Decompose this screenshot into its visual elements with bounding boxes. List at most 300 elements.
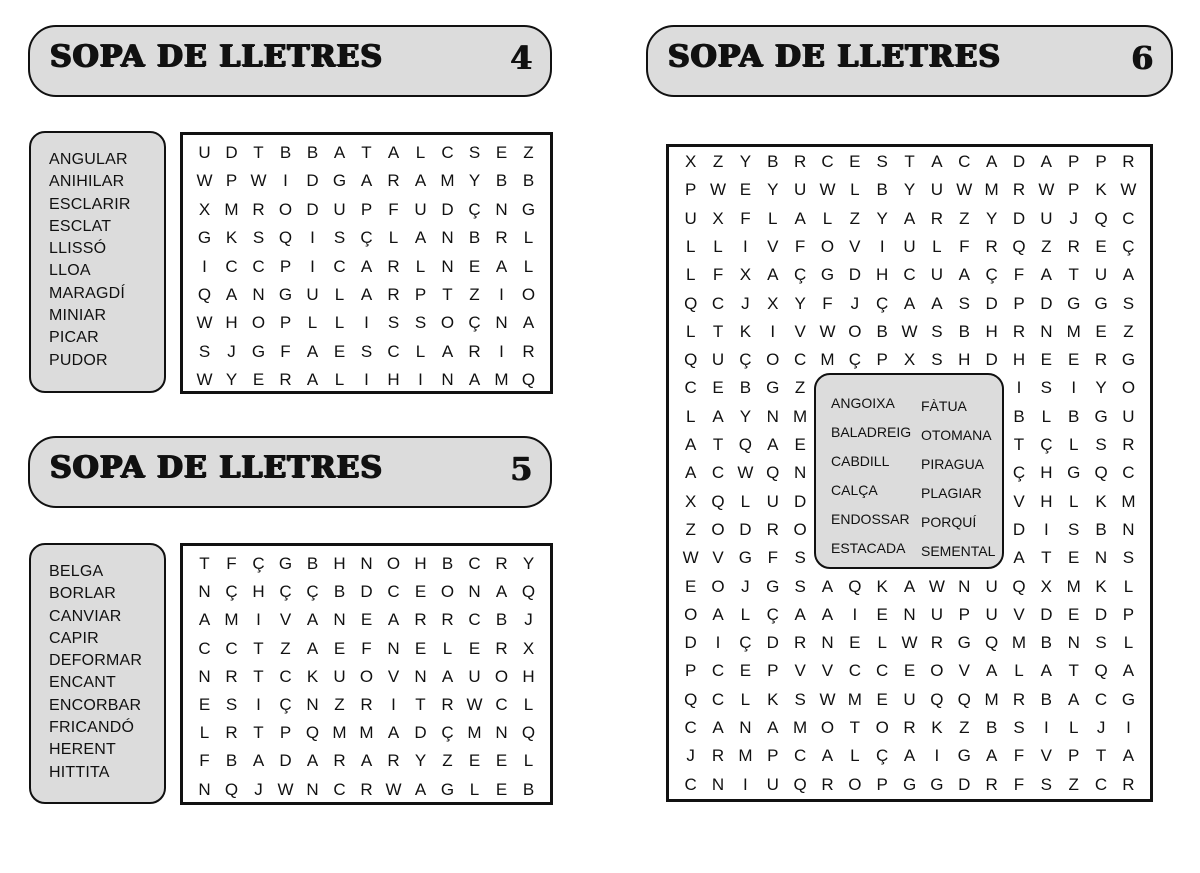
grid-cell[interactable]: X: [685, 491, 697, 511]
grid-cell[interactable]: D: [793, 491, 807, 511]
grid-cell[interactable]: Y: [903, 180, 916, 200]
grid-cell[interactable]: F: [794, 236, 806, 256]
grid-cell[interactable]: Ç: [876, 746, 889, 766]
grid-cell[interactable]: U: [198, 143, 211, 162]
grid-cell[interactable]: Ç: [360, 228, 373, 248]
grid-cell[interactable]: R: [1122, 435, 1135, 454]
grid-cell[interactable]: G: [440, 779, 455, 799]
grid-cell[interactable]: G: [820, 265, 835, 285]
grid-cell[interactable]: P: [1095, 152, 1107, 171]
grid-cell[interactable]: L: [850, 746, 860, 766]
grid-cell[interactable]: C: [684, 718, 697, 737]
grid-cell[interactable]: Q: [711, 491, 725, 511]
grid-cell[interactable]: V: [279, 610, 292, 630]
grid-cell[interactable]: L: [740, 604, 751, 624]
grid-cell[interactable]: W: [819, 180, 836, 200]
grid-cell[interactable]: N: [495, 199, 508, 219]
grid-cell[interactable]: R: [1122, 774, 1135, 794]
grid-cell[interactable]: T: [442, 285, 453, 304]
grid-cell[interactable]: Y: [739, 406, 752, 426]
grid-cell[interactable]: S: [468, 143, 481, 162]
grid-cell[interactable]: P: [1068, 152, 1080, 171]
grid-cell[interactable]: B: [958, 321, 970, 341]
grid-cell[interactable]: X: [903, 350, 916, 370]
grid-cell[interactable]: M: [793, 406, 808, 426]
grid-cell[interactable]: E: [903, 661, 916, 681]
grid-cell[interactable]: O: [1121, 378, 1136, 398]
grid-cell[interactable]: S: [360, 341, 373, 361]
grid-cell[interactable]: Q: [848, 576, 862, 596]
grid-cell[interactable]: S: [1013, 718, 1025, 737]
grid-cell[interactable]: L: [1068, 435, 1079, 454]
grid-cell[interactable]: B: [1095, 519, 1107, 539]
grid-cell[interactable]: T: [1013, 435, 1025, 454]
grid-cell[interactable]: K: [876, 576, 888, 596]
grid-cell[interactable]: W: [737, 463, 754, 483]
grid-cell[interactable]: I: [852, 604, 858, 624]
grid-cell[interactable]: B: [522, 171, 535, 191]
grid-cell[interactable]: C: [903, 265, 916, 285]
grid-cell[interactable]: W: [385, 779, 402, 799]
grid-cell[interactable]: H: [958, 350, 971, 370]
grid-cell[interactable]: C: [848, 661, 861, 681]
grid-cell[interactable]: Q: [957, 689, 971, 709]
grid-cell[interactable]: T: [253, 638, 264, 658]
grid-cell[interactable]: L: [768, 208, 778, 228]
grid-cell[interactable]: N: [252, 285, 265, 304]
grid-cell[interactable]: A: [333, 143, 346, 162]
grid-cell[interactable]: U: [930, 265, 944, 285]
grid-cell[interactable]: C: [468, 554, 481, 573]
grid-cell[interactable]: G: [1067, 293, 1081, 313]
grid-cell[interactable]: Ç: [876, 293, 889, 313]
grid-cell[interactable]: B: [306, 143, 319, 162]
grid-cell[interactable]: R: [468, 341, 481, 361]
grid-cell[interactable]: F: [1013, 774, 1025, 794]
grid-cell[interactable]: N: [903, 604, 916, 624]
grid-cell[interactable]: A: [306, 638, 319, 658]
grid-cell[interactable]: Ç: [252, 554, 265, 573]
grid-cell[interactable]: A: [1013, 548, 1025, 568]
grid-cell[interactable]: G: [251, 341, 266, 361]
grid-cell[interactable]: J: [524, 610, 533, 630]
grid-cell[interactable]: U: [793, 180, 807, 200]
grid-cell[interactable]: R: [495, 554, 508, 573]
grid-cell[interactable]: C: [225, 256, 238, 276]
grid-cell[interactable]: S: [198, 341, 211, 361]
grid-cell[interactable]: P: [225, 171, 238, 191]
grid-cell[interactable]: L: [469, 779, 480, 799]
grid-cell[interactable]: P: [414, 285, 427, 304]
grid-cell[interactable]: R: [387, 751, 400, 771]
grid-cell[interactable]: K: [931, 718, 943, 737]
grid-cell[interactable]: A: [495, 256, 508, 276]
grid-cell[interactable]: R: [1012, 689, 1026, 709]
grid-cell[interactable]: A: [821, 604, 834, 624]
grid-cell[interactable]: A: [1040, 661, 1053, 681]
grid-cell[interactable]: P: [685, 180, 697, 200]
grid-cell[interactable]: C: [468, 610, 481, 630]
grid-cell[interactable]: N: [821, 633, 834, 653]
grid-cell[interactable]: A: [360, 171, 373, 191]
grid-cell[interactable]: E: [495, 751, 508, 771]
grid-cell[interactable]: M: [984, 689, 999, 709]
grid-cell[interactable]: U: [333, 199, 346, 219]
grid-cell[interactable]: L: [415, 143, 426, 162]
grid-cell[interactable]: U: [903, 689, 916, 709]
grid-cell[interactable]: S: [931, 350, 943, 370]
grid-cell[interactable]: Q: [305, 723, 320, 743]
grid-cell[interactable]: Q: [766, 463, 780, 483]
grid-cell[interactable]: B: [468, 228, 481, 248]
grid-cell[interactable]: O: [711, 576, 725, 596]
grid-cell[interactable]: A: [414, 228, 427, 248]
grid-cell[interactable]: W: [901, 321, 918, 341]
grid-cell[interactable]: C: [876, 661, 889, 681]
grid-cell[interactable]: L: [850, 180, 860, 200]
grid-cell[interactable]: S: [1040, 378, 1053, 398]
grid-cell[interactable]: P: [685, 661, 697, 681]
grid-cell[interactable]: P: [876, 350, 888, 370]
grid-cell[interactable]: R: [279, 370, 292, 390]
grid-cell[interactable]: N: [387, 638, 400, 658]
grid-cell[interactable]: Ç: [1122, 236, 1135, 256]
grid-cell[interactable]: W: [819, 689, 836, 709]
grid-cell[interactable]: E: [333, 341, 346, 361]
grid-cell[interactable]: A: [306, 751, 319, 771]
grid-cell[interactable]: G: [278, 554, 293, 573]
grid-cell[interactable]: T: [1068, 661, 1079, 681]
grid-cell[interactable]: K: [225, 228, 238, 248]
grid-cell[interactable]: D: [1094, 604, 1108, 624]
grid-cell[interactable]: S: [1095, 435, 1107, 454]
grid-cell[interactable]: Ç: [279, 695, 292, 714]
grid-cell[interactable]: F: [388, 199, 399, 219]
grid-cell[interactable]: R: [711, 746, 725, 766]
grid-cell[interactable]: O: [251, 313, 266, 333]
grid-cell[interactable]: L: [685, 265, 696, 285]
grid-cell[interactable]: I: [364, 370, 369, 390]
grid-cell[interactable]: C: [793, 350, 807, 370]
grid-cell[interactable]: R: [1122, 152, 1135, 171]
grid-cell[interactable]: Q: [793, 774, 807, 794]
grid-cell[interactable]: A: [522, 313, 535, 333]
grid-cell[interactable]: W: [1038, 180, 1055, 200]
grid-cell[interactable]: S: [958, 293, 970, 313]
grid-cell[interactable]: U: [684, 208, 697, 228]
grid-cell[interactable]: N: [441, 228, 454, 248]
grid-cell[interactable]: R: [1094, 350, 1108, 370]
grid-cell[interactable]: U: [468, 666, 481, 686]
grid-cell[interactable]: T: [1068, 265, 1079, 285]
grid-cell[interactable]: O: [875, 718, 889, 737]
grid-cell[interactable]: L: [334, 370, 345, 390]
grid-cell[interactable]: P: [958, 604, 970, 624]
grid-cell[interactable]: M: [332, 723, 347, 743]
grid-cell[interactable]: N: [495, 313, 508, 333]
grid-cell[interactable]: Q: [1012, 576, 1026, 596]
grid-cell[interactable]: I: [743, 236, 748, 256]
grid-cell[interactable]: R: [930, 208, 944, 228]
grid-cell[interactable]: A: [1122, 661, 1135, 681]
grid-cell[interactable]: G: [278, 285, 293, 304]
grid-cell[interactable]: W: [901, 633, 918, 653]
grid-cell[interactable]: T: [1041, 548, 1052, 568]
grid-cell[interactable]: J: [850, 293, 860, 313]
grid-cell[interactable]: S: [1068, 519, 1080, 539]
grid-cell[interactable]: I: [391, 695, 396, 714]
grid-cell[interactable]: Ç: [279, 582, 292, 602]
grid-cell[interactable]: V: [1040, 746, 1053, 766]
grid-cell[interactable]: E: [1068, 350, 1080, 370]
grid-cell[interactable]: E: [685, 576, 697, 596]
grid-cell[interactable]: L: [415, 256, 426, 276]
grid-cell[interactable]: I: [715, 633, 721, 653]
grid-cell[interactable]: M: [1066, 321, 1081, 341]
grid-cell[interactable]: C: [1122, 208, 1135, 228]
grid-cell[interactable]: N: [306, 779, 319, 799]
grid-cell[interactable]: I: [310, 256, 315, 276]
grid-cell[interactable]: W: [250, 171, 267, 191]
grid-cell[interactable]: G: [902, 774, 917, 794]
grid-cell[interactable]: V: [821, 661, 834, 681]
grid-cell[interactable]: M: [847, 689, 862, 709]
grid-cell[interactable]: J: [1069, 208, 1078, 228]
grid-cell[interactable]: H: [1040, 463, 1053, 483]
grid-cell[interactable]: N: [198, 666, 211, 686]
grid-cell[interactable]: R: [225, 723, 238, 743]
grid-cell[interactable]: A: [794, 208, 806, 228]
grid-cell[interactable]: V: [387, 666, 400, 686]
grid-cell[interactable]: O: [820, 236, 835, 256]
grid-cell[interactable]: O: [440, 313, 455, 333]
grid-cell[interactable]: S: [225, 695, 238, 714]
grid-cell[interactable]: T: [904, 152, 915, 171]
grid-cell[interactable]: Y: [1095, 378, 1107, 398]
grid-cell[interactable]: M: [1011, 633, 1027, 653]
grid-cell[interactable]: Ç: [793, 265, 807, 285]
grid-cell[interactable]: C: [711, 661, 725, 681]
grid-cell[interactable]: B: [279, 143, 292, 162]
grid-cell[interactable]: L: [415, 341, 426, 361]
grid-cell[interactable]: W: [956, 180, 973, 200]
grid-cell[interactable]: C: [387, 582, 400, 602]
grid-cell[interactable]: E: [876, 604, 888, 624]
grid-cell[interactable]: R: [225, 666, 238, 686]
grid-cell[interactable]: M: [984, 180, 999, 200]
grid-cell[interactable]: Y: [876, 208, 888, 228]
grid-cell[interactable]: S: [794, 689, 806, 709]
grid-cell[interactable]: N: [711, 774, 725, 794]
grid-cell[interactable]: E: [794, 435, 806, 454]
grid-cell[interactable]: A: [198, 610, 211, 630]
grid-cell[interactable]: N: [360, 554, 373, 573]
grid-cell[interactable]: J: [1096, 718, 1106, 737]
grid-cell[interactable]: O: [793, 519, 807, 539]
grid-cell[interactable]: U: [766, 491, 779, 511]
grid-cell[interactable]: Q: [197, 285, 212, 304]
grid-cell[interactable]: M: [224, 610, 239, 630]
grid-cell[interactable]: B: [495, 171, 508, 191]
grid-cell[interactable]: F: [959, 236, 970, 256]
grid-cell[interactable]: B: [306, 554, 319, 573]
grid-cell[interactable]: L: [442, 638, 453, 658]
grid-cell[interactable]: A: [767, 718, 779, 737]
grid-cell[interactable]: C: [252, 256, 265, 276]
grid-cell[interactable]: N: [495, 723, 508, 743]
grid-cell[interactable]: H: [333, 554, 346, 573]
grid-cell[interactable]: C: [441, 143, 454, 162]
grid-cell[interactable]: R: [821, 774, 834, 794]
grid-cell[interactable]: A: [931, 152, 943, 171]
grid-cell[interactable]: Z: [280, 638, 291, 658]
grid-cell[interactable]: T: [199, 554, 210, 573]
grid-cell[interactable]: P: [1068, 180, 1080, 200]
grid-cell[interactable]: Q: [1094, 661, 1108, 681]
grid-cell[interactable]: W: [819, 321, 836, 341]
grid-cell[interactable]: Z: [959, 208, 970, 228]
grid-cell[interactable]: Ç: [306, 582, 319, 602]
grid-cell[interactable]: A: [468, 370, 481, 390]
grid-cell[interactable]: N: [468, 582, 481, 602]
grid-cell[interactable]: R: [414, 610, 427, 630]
grid-cell[interactable]: A: [1122, 746, 1135, 766]
grid-cell[interactable]: Q: [684, 293, 698, 313]
grid-cell[interactable]: I: [1071, 378, 1077, 398]
grid-cell[interactable]: R: [985, 774, 998, 794]
grid-cell[interactable]: S: [1122, 548, 1135, 568]
grid-cell[interactable]: Q: [684, 350, 698, 370]
grid-cell[interactable]: C: [198, 638, 211, 658]
grid-cell[interactable]: A: [712, 406, 724, 426]
grid-cell[interactable]: I: [418, 370, 423, 390]
grid-cell[interactable]: O: [359, 666, 374, 686]
grid-cell[interactable]: R: [1067, 236, 1080, 256]
grid-cell[interactable]: O: [930, 661, 944, 681]
grid-cell[interactable]: R: [441, 695, 454, 714]
grid-cell[interactable]: G: [1121, 689, 1136, 709]
grid-cell[interactable]: G: [930, 774, 944, 794]
grid-cell[interactable]: L: [685, 321, 696, 341]
grid-cell[interactable]: A: [985, 661, 998, 681]
grid-cell[interactable]: V: [794, 321, 806, 341]
grid-cell[interactable]: C: [711, 463, 725, 483]
grid-cell[interactable]: D: [766, 633, 779, 653]
grid-cell[interactable]: B: [876, 180, 888, 200]
grid-cell[interactable]: U: [711, 350, 725, 370]
grid-cell[interactable]: Y: [767, 180, 779, 200]
grid-cell[interactable]: A: [360, 285, 373, 304]
grid-cell[interactable]: P: [767, 661, 779, 681]
grid-cell[interactable]: I: [1126, 718, 1131, 737]
grid-cell[interactable]: E: [1068, 548, 1080, 568]
grid-cell[interactable]: C: [958, 152, 971, 171]
grid-cell[interactable]: H: [225, 313, 238, 333]
grid-cell[interactable]: P: [279, 313, 292, 333]
grid-cell[interactable]: O: [848, 774, 862, 794]
grid-cell[interactable]: L: [1068, 491, 1079, 511]
grid-cell[interactable]: S: [1122, 293, 1135, 313]
grid-cell[interactable]: M: [467, 723, 482, 743]
grid-cell[interactable]: B: [1040, 633, 1053, 653]
grid-cell[interactable]: N: [1122, 519, 1135, 539]
grid-cell[interactable]: B: [739, 378, 752, 398]
grid-cell[interactable]: A: [360, 256, 373, 276]
grid-cell[interactable]: R: [360, 695, 373, 714]
grid-cell[interactable]: I: [364, 313, 369, 333]
grid-cell[interactable]: A: [903, 208, 916, 228]
grid-cell[interactable]: C: [1094, 689, 1108, 709]
grid-cell[interactable]: X: [198, 199, 211, 219]
grid-cell[interactable]: Ç: [739, 633, 752, 653]
grid-cell[interactable]: A: [985, 152, 998, 171]
grid-cell[interactable]: E: [1068, 604, 1080, 624]
grid-cell[interactable]: Q: [1094, 463, 1108, 483]
grid-cell[interactable]: S: [252, 228, 265, 248]
grid-cell[interactable]: C: [225, 638, 238, 658]
grid-cell[interactable]: Ç: [848, 350, 861, 370]
grid-cell[interactable]: G: [1067, 463, 1081, 483]
grid-cell[interactable]: Z: [523, 143, 534, 162]
grid-cell[interactable]: A: [306, 610, 319, 630]
grid-cell[interactable]: G: [738, 548, 753, 568]
grid-cell[interactable]: D: [1040, 293, 1053, 313]
grid-cell[interactable]: M: [1066, 576, 1081, 596]
grid-cell[interactable]: E: [414, 582, 427, 602]
grid-cell[interactable]: U: [306, 285, 319, 304]
grid-cell[interactable]: K: [739, 321, 752, 341]
grid-cell[interactable]: I: [499, 285, 504, 304]
grid-cell[interactable]: Q: [930, 689, 944, 709]
grid-cell[interactable]: D: [1012, 208, 1026, 228]
grid-cell[interactable]: X: [767, 293, 779, 313]
grid-cell[interactable]: L: [822, 208, 833, 228]
grid-cell[interactable]: M: [820, 350, 835, 370]
grid-cell[interactable]: M: [494, 370, 509, 390]
grid-cell[interactable]: J: [227, 341, 236, 361]
grid-cell[interactable]: Q: [224, 779, 239, 799]
grid-cell[interactable]: A: [1068, 689, 1080, 709]
grid-cell[interactable]: E: [1095, 236, 1107, 256]
grid-cell[interactable]: D: [985, 293, 998, 313]
grid-cell[interactable]: O: [711, 519, 725, 539]
grid-cell[interactable]: R: [1012, 321, 1026, 341]
grid-cell[interactable]: W: [277, 779, 294, 799]
grid-cell[interactable]: N: [441, 370, 454, 390]
grid-cell[interactable]: Ç: [1040, 435, 1053, 454]
grid-cell[interactable]: N: [198, 582, 211, 602]
grid-cell[interactable]: X: [522, 638, 535, 658]
grid-cell[interactable]: K: [1095, 576, 1107, 596]
grid-cell[interactable]: R: [985, 236, 998, 256]
grid-cell[interactable]: L: [199, 723, 210, 743]
grid-cell[interactable]: R: [793, 633, 807, 653]
grid-cell[interactable]: Z: [334, 695, 345, 714]
grid-cell[interactable]: H: [985, 321, 998, 341]
grid-cell[interactable]: L: [740, 689, 751, 709]
grid-cell[interactable]: U: [1040, 208, 1053, 228]
grid-cell[interactable]: E: [468, 638, 481, 658]
grid-cell[interactable]: A: [767, 265, 779, 285]
grid-cell[interactable]: B: [1068, 406, 1080, 426]
grid-cell[interactable]: Z: [1041, 236, 1052, 256]
grid-cell[interactable]: K: [1095, 180, 1107, 200]
grid-cell[interactable]: M: [793, 718, 808, 737]
grid-cell[interactable]: C: [333, 779, 346, 799]
grid-cell[interactable]: F: [1013, 265, 1025, 285]
grid-cell[interactable]: I: [256, 610, 261, 630]
grid-cell[interactable]: R: [1012, 180, 1026, 200]
